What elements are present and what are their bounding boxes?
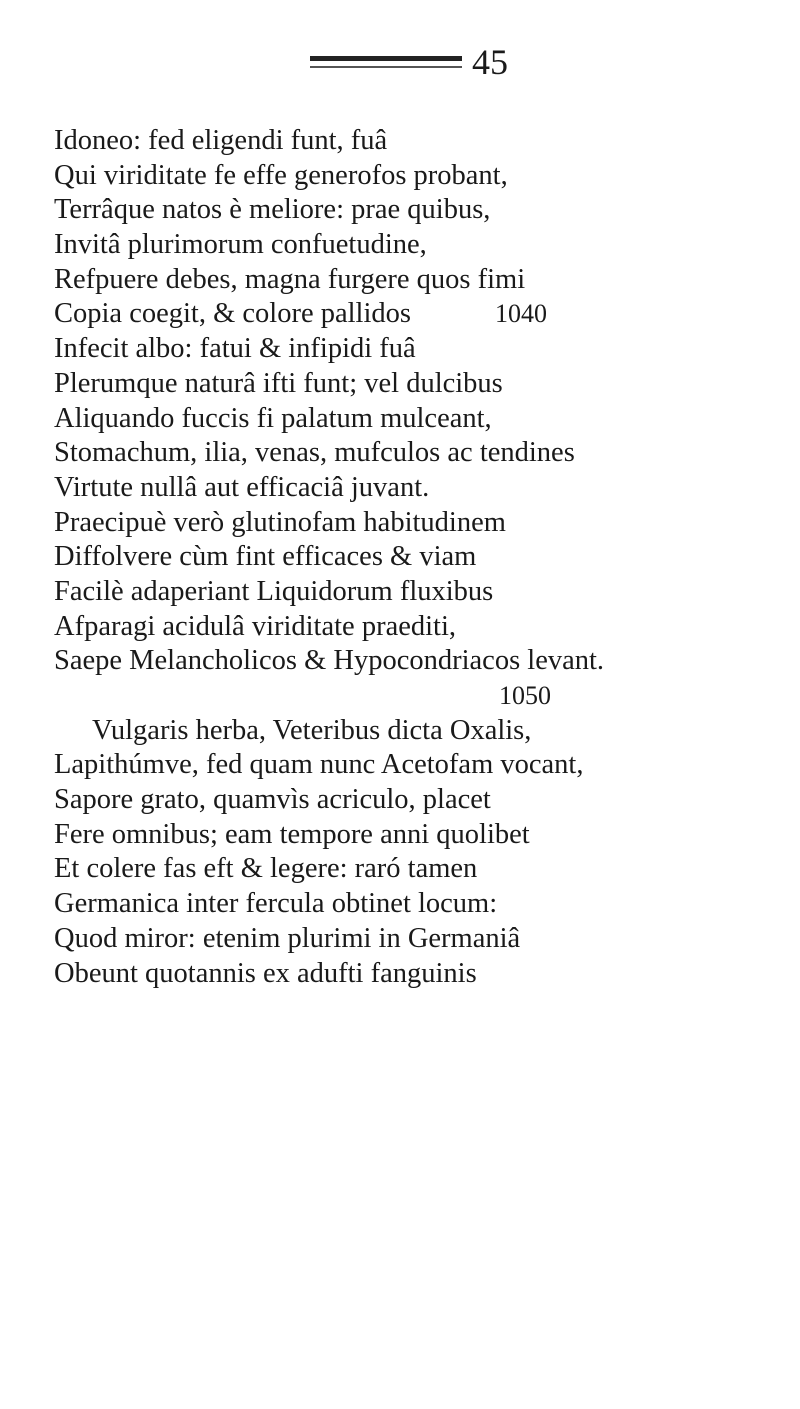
verse-line: Quod miror: etenim plurimi in Germaniâ [54, 922, 521, 954]
verse-line: Terrâque natos è meliore: prae quibus, [54, 194, 491, 226]
verse-line: Afparagi acidulâ viriditate praediti, [54, 610, 456, 642]
line-number-row [54, 679, 754, 714]
verse-line: Stomachum, ilia, venas, mufculos ac tendines [54, 437, 575, 469]
verse-line: Sapore grato, quamvìs acriculo, placet [54, 784, 491, 816]
poem-text [54, 124, 754, 991]
verse-line: Qui viriditate fe effe generofos probant, [54, 159, 508, 191]
page-number: 45 [472, 42, 508, 82]
verse-line: Saepe Melancholicos & Hypocondriacos levant. [54, 645, 605, 677]
verse-line: Lapithúmve, fed quam nunc Acetofam vocant, [54, 749, 584, 781]
verse-line: Facilè adaperiant Liquidorum fluxibus [54, 575, 494, 607]
verse-line: Virtute nullâ aut efficaciâ juvant. [54, 471, 430, 503]
verse-line: Refpuere debes, magna furgere quos fimi [54, 263, 526, 295]
verse-line: Et colere fas eft & legere: raró tamen [54, 853, 478, 885]
verse-line: Infecit albo: fatui & infipidi fuâ [54, 333, 416, 365]
line-number: 1040 [495, 299, 547, 329]
verse-line: Plerumque naturâ ifti funt; vel dulcibus [54, 367, 503, 399]
header-rule [310, 56, 462, 61]
verse-line: Invitâ plurimorum confuetudine, [54, 229, 427, 261]
verse-line: Obeunt quotannis ex adufti fanguinis [54, 957, 477, 989]
verse-line: Praecipuè verò glutinofam habitudinem [54, 506, 506, 538]
header-rule-thin [310, 66, 462, 68]
verse-line: Aliquando fuccis fi palatum mulceant, [54, 402, 492, 434]
line-number: 1050 [499, 681, 551, 710]
verse-line: Idoneo: fed eligendi funt, fuâ [54, 125, 388, 156]
verse-line: Fere omnibus; eam tempore anni quolibet [54, 818, 530, 850]
verse-line: Vulgaris herba, Veteribus dicta Oxalis, [92, 714, 532, 746]
verse-line: Copia coegit, & colore pallidos 1040 [54, 297, 754, 332]
verse-line: Germanica inter fercula obtinet locum: [54, 888, 498, 920]
verse-line: Diffolvere cùm fint efficaces & viam [54, 541, 477, 573]
